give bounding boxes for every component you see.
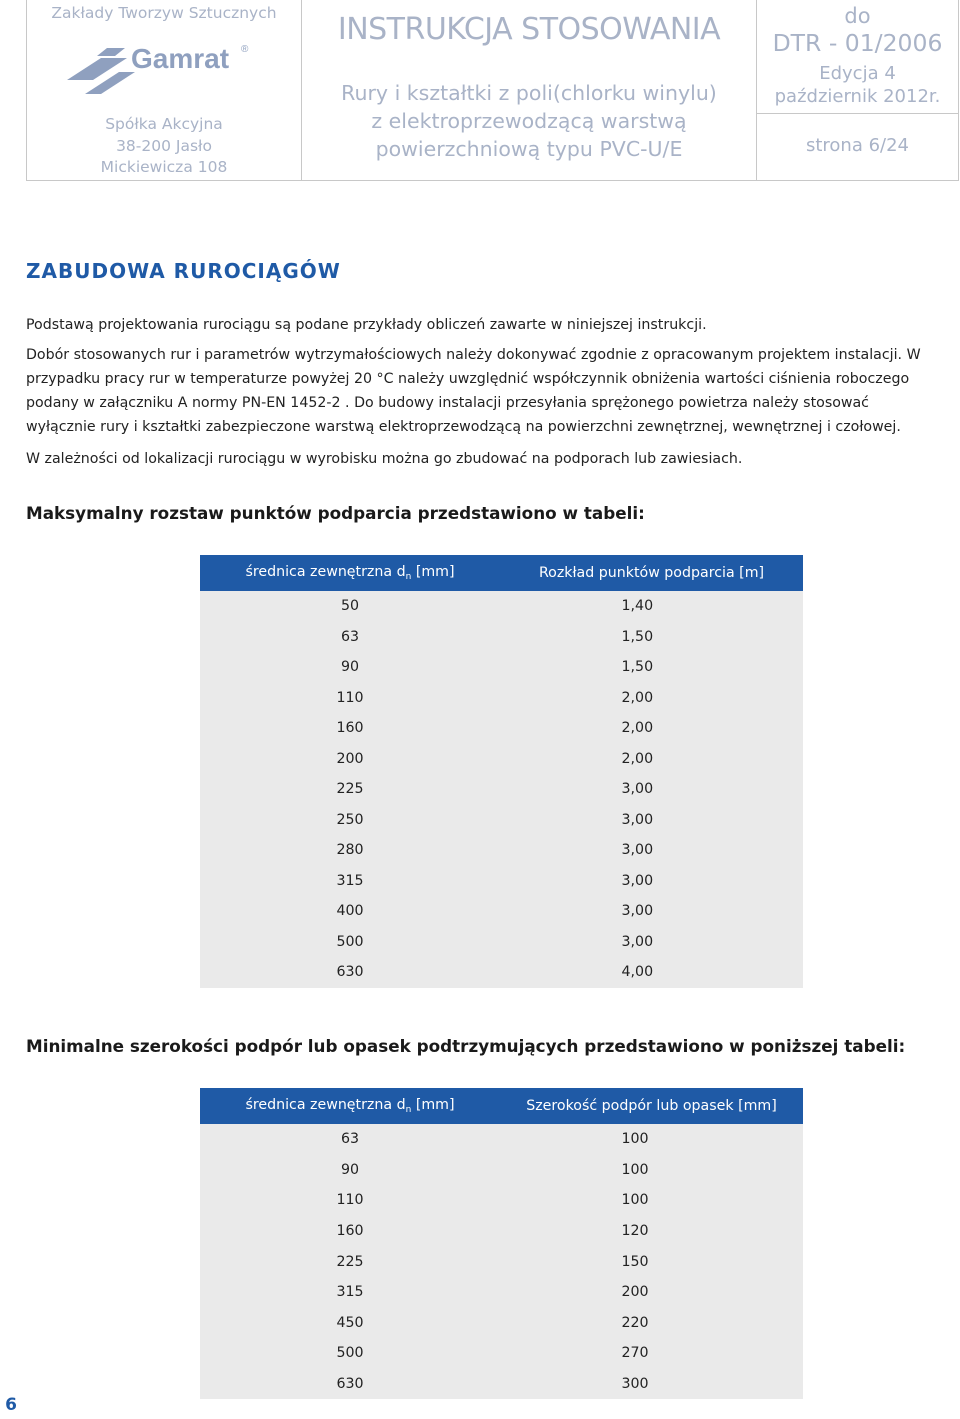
cell-diameter: 315 xyxy=(336,1284,364,1301)
table-row xyxy=(200,744,803,775)
cell-diameter: 90 xyxy=(340,659,360,676)
cell-value: 3,00 xyxy=(621,842,654,859)
column-header-diameter: średnica zewnętrzna $d_n$ [mm] xyxy=(245,1097,455,1115)
table-row xyxy=(200,1246,803,1277)
header-divider xyxy=(757,113,958,114)
cell-value: 150 xyxy=(621,1253,649,1270)
column-header-diameter: średnica zewnętrzna $d_n$ [mm] xyxy=(245,564,455,582)
document-subtitle-3: powierzchniową typu PVC-U/E xyxy=(375,137,683,161)
edition: Edycja 4 xyxy=(819,63,896,84)
header-meta-column xyxy=(757,0,958,180)
column-header-width: Szerokość podpór lub opasek [mm] xyxy=(526,1098,777,1114)
paragraph-1: Podstawą projektowania rurociągu są podane przykłady obliczeń zawarte w niniejszej instrukcji. xyxy=(26,317,707,333)
page-indicator: strona 6/24 xyxy=(805,135,910,156)
cell-value: 100 xyxy=(621,1131,649,1148)
table-row xyxy=(200,1338,803,1369)
table-row xyxy=(200,957,803,988)
table-header-row xyxy=(200,1088,803,1124)
cell-diameter: 500 xyxy=(336,933,364,950)
table-row xyxy=(200,1155,803,1186)
table-row xyxy=(200,1185,803,1216)
cell-diameter: 160 xyxy=(336,1223,364,1240)
cell-value: 120 xyxy=(621,1223,649,1240)
cell-diameter: 315 xyxy=(336,872,364,889)
table-row xyxy=(200,622,803,653)
cell-diameter: 200 xyxy=(336,750,364,767)
cell-value: 1,40 xyxy=(621,598,654,615)
table-1-heading: Maksymalny rozstaw punktów podparcia przedstawiono w tabeli: xyxy=(26,503,645,523)
table-row xyxy=(200,1277,803,1308)
page-number: 6 xyxy=(5,1395,17,1415)
column-header-spacing: Rozkład punktów podparcia [m] xyxy=(538,565,765,581)
document-header xyxy=(26,0,959,181)
document-title: INSTRUKCJA STOSOWANIA xyxy=(337,12,721,47)
header-title-column xyxy=(302,0,757,180)
cell-diameter: 63 xyxy=(340,628,360,645)
cell-value: 3,00 xyxy=(621,933,654,950)
table-row xyxy=(200,652,803,683)
cell-diameter: 225 xyxy=(336,1253,364,1270)
cell-value: 3,00 xyxy=(621,781,654,798)
cell-value: 270 xyxy=(621,1345,649,1362)
table-row xyxy=(200,591,803,622)
cell-value: 220 xyxy=(621,1314,649,1331)
cell-diameter: 90 xyxy=(340,1161,360,1178)
gamrat-logo-icon xyxy=(65,38,255,98)
support-width-table xyxy=(200,1088,803,1399)
cell-diameter: 400 xyxy=(336,903,364,920)
cell-value: 4,00 xyxy=(621,964,654,981)
company-name: Zakłady Tworzyw Sztucznych xyxy=(51,4,277,22)
cell-value: 3,00 xyxy=(621,811,654,828)
table-row xyxy=(200,774,803,805)
cell-diameter: 630 xyxy=(336,1376,364,1393)
registered-mark: ® xyxy=(241,44,249,55)
header-company-column xyxy=(27,0,302,180)
cell-diameter: 160 xyxy=(336,720,364,737)
cell-value: 1,50 xyxy=(621,659,654,676)
cell-value: 3,00 xyxy=(621,872,654,889)
cell-diameter: 280 xyxy=(336,842,364,859)
document-subtitle-2: z elektroprzewodzącą warstwą xyxy=(371,109,687,133)
cell-diameter: 630 xyxy=(336,964,364,981)
cell-diameter: 250 xyxy=(336,811,364,828)
cell-diameter: 50 xyxy=(340,598,360,615)
table-row xyxy=(200,1124,803,1155)
table-row xyxy=(200,896,803,927)
cell-value: 200 xyxy=(621,1284,649,1301)
cell-diameter: 110 xyxy=(336,1192,364,1209)
table-body xyxy=(200,1124,803,1399)
document-subtitle-1: Rury i kształtki z poli(chlorku winylu) xyxy=(341,81,717,105)
paragraph-2: Dobór stosowanych rur i parametrów wytrzymałościowych należy dokonywać zgodnie z opracowanym projektem instalacji. W przypadku pracy rur w temperaturze powyżej 20 °C należy uwzględnić współczynnik obniżenia wartości ciśnienia roboczego podany w załączniku A normy PN-EN 1452-2 . Do budowy instalacji przesyłania sprężonego powietrza należy stosować wyłącznie rury i kształtki zabezpieczone warstwą elektroprzewodzącą na powierzchni zewnętrznej, wewnętrznej i czołowej. xyxy=(26,347,921,435)
cell-value: 300 xyxy=(621,1376,649,1393)
support-spacing-table xyxy=(200,555,803,988)
table-row xyxy=(200,927,803,958)
cell-value: 100 xyxy=(621,1192,649,1209)
cell-diameter: 500 xyxy=(336,1345,364,1362)
doc-number: DTR - 01/2006 xyxy=(772,29,943,57)
table-row xyxy=(200,805,803,836)
table-row xyxy=(200,683,803,714)
paragraph-3: W zależności od lokalizacji rurociągu w wyrobisku można go zbudować na podporach lub zawiesiach. xyxy=(26,451,743,467)
cell-diameter: 110 xyxy=(336,689,364,706)
table-2-heading: Minimalne szerokości podpór lub opasek podtrzymujących przedstawiono w poniższej tabeli: xyxy=(26,1036,906,1056)
address-line-2: 38-200 Jasło xyxy=(116,137,212,155)
cell-diameter: 450 xyxy=(336,1314,364,1331)
address-line-1: Spółka Akcyjna xyxy=(105,115,223,133)
doc-prefix: do xyxy=(844,4,871,28)
cell-value: 2,00 xyxy=(621,689,654,706)
cell-value: 2,00 xyxy=(621,720,654,737)
address-line-3: Mickiewicza 108 xyxy=(100,158,228,176)
cell-diameter: 63 xyxy=(340,1131,360,1148)
cell-value: 2,00 xyxy=(621,750,654,767)
cell-value: 100 xyxy=(621,1161,649,1178)
edition-date: październik 2012r. xyxy=(774,86,941,107)
table-row xyxy=(200,866,803,897)
table-body xyxy=(200,591,803,988)
cell-value: 1,50 xyxy=(621,628,654,645)
table-row xyxy=(200,835,803,866)
table-row xyxy=(200,713,803,744)
table-header-row xyxy=(200,555,803,591)
cell-value: 3,00 xyxy=(621,903,654,920)
table-row xyxy=(200,1216,803,1247)
table-row xyxy=(200,1369,803,1400)
table-row xyxy=(200,1308,803,1339)
logo-text: Gamrat xyxy=(131,43,230,74)
cell-diameter: 225 xyxy=(336,781,364,798)
section-title: ZABUDOWA RUROCIĄGÓW xyxy=(26,259,341,283)
